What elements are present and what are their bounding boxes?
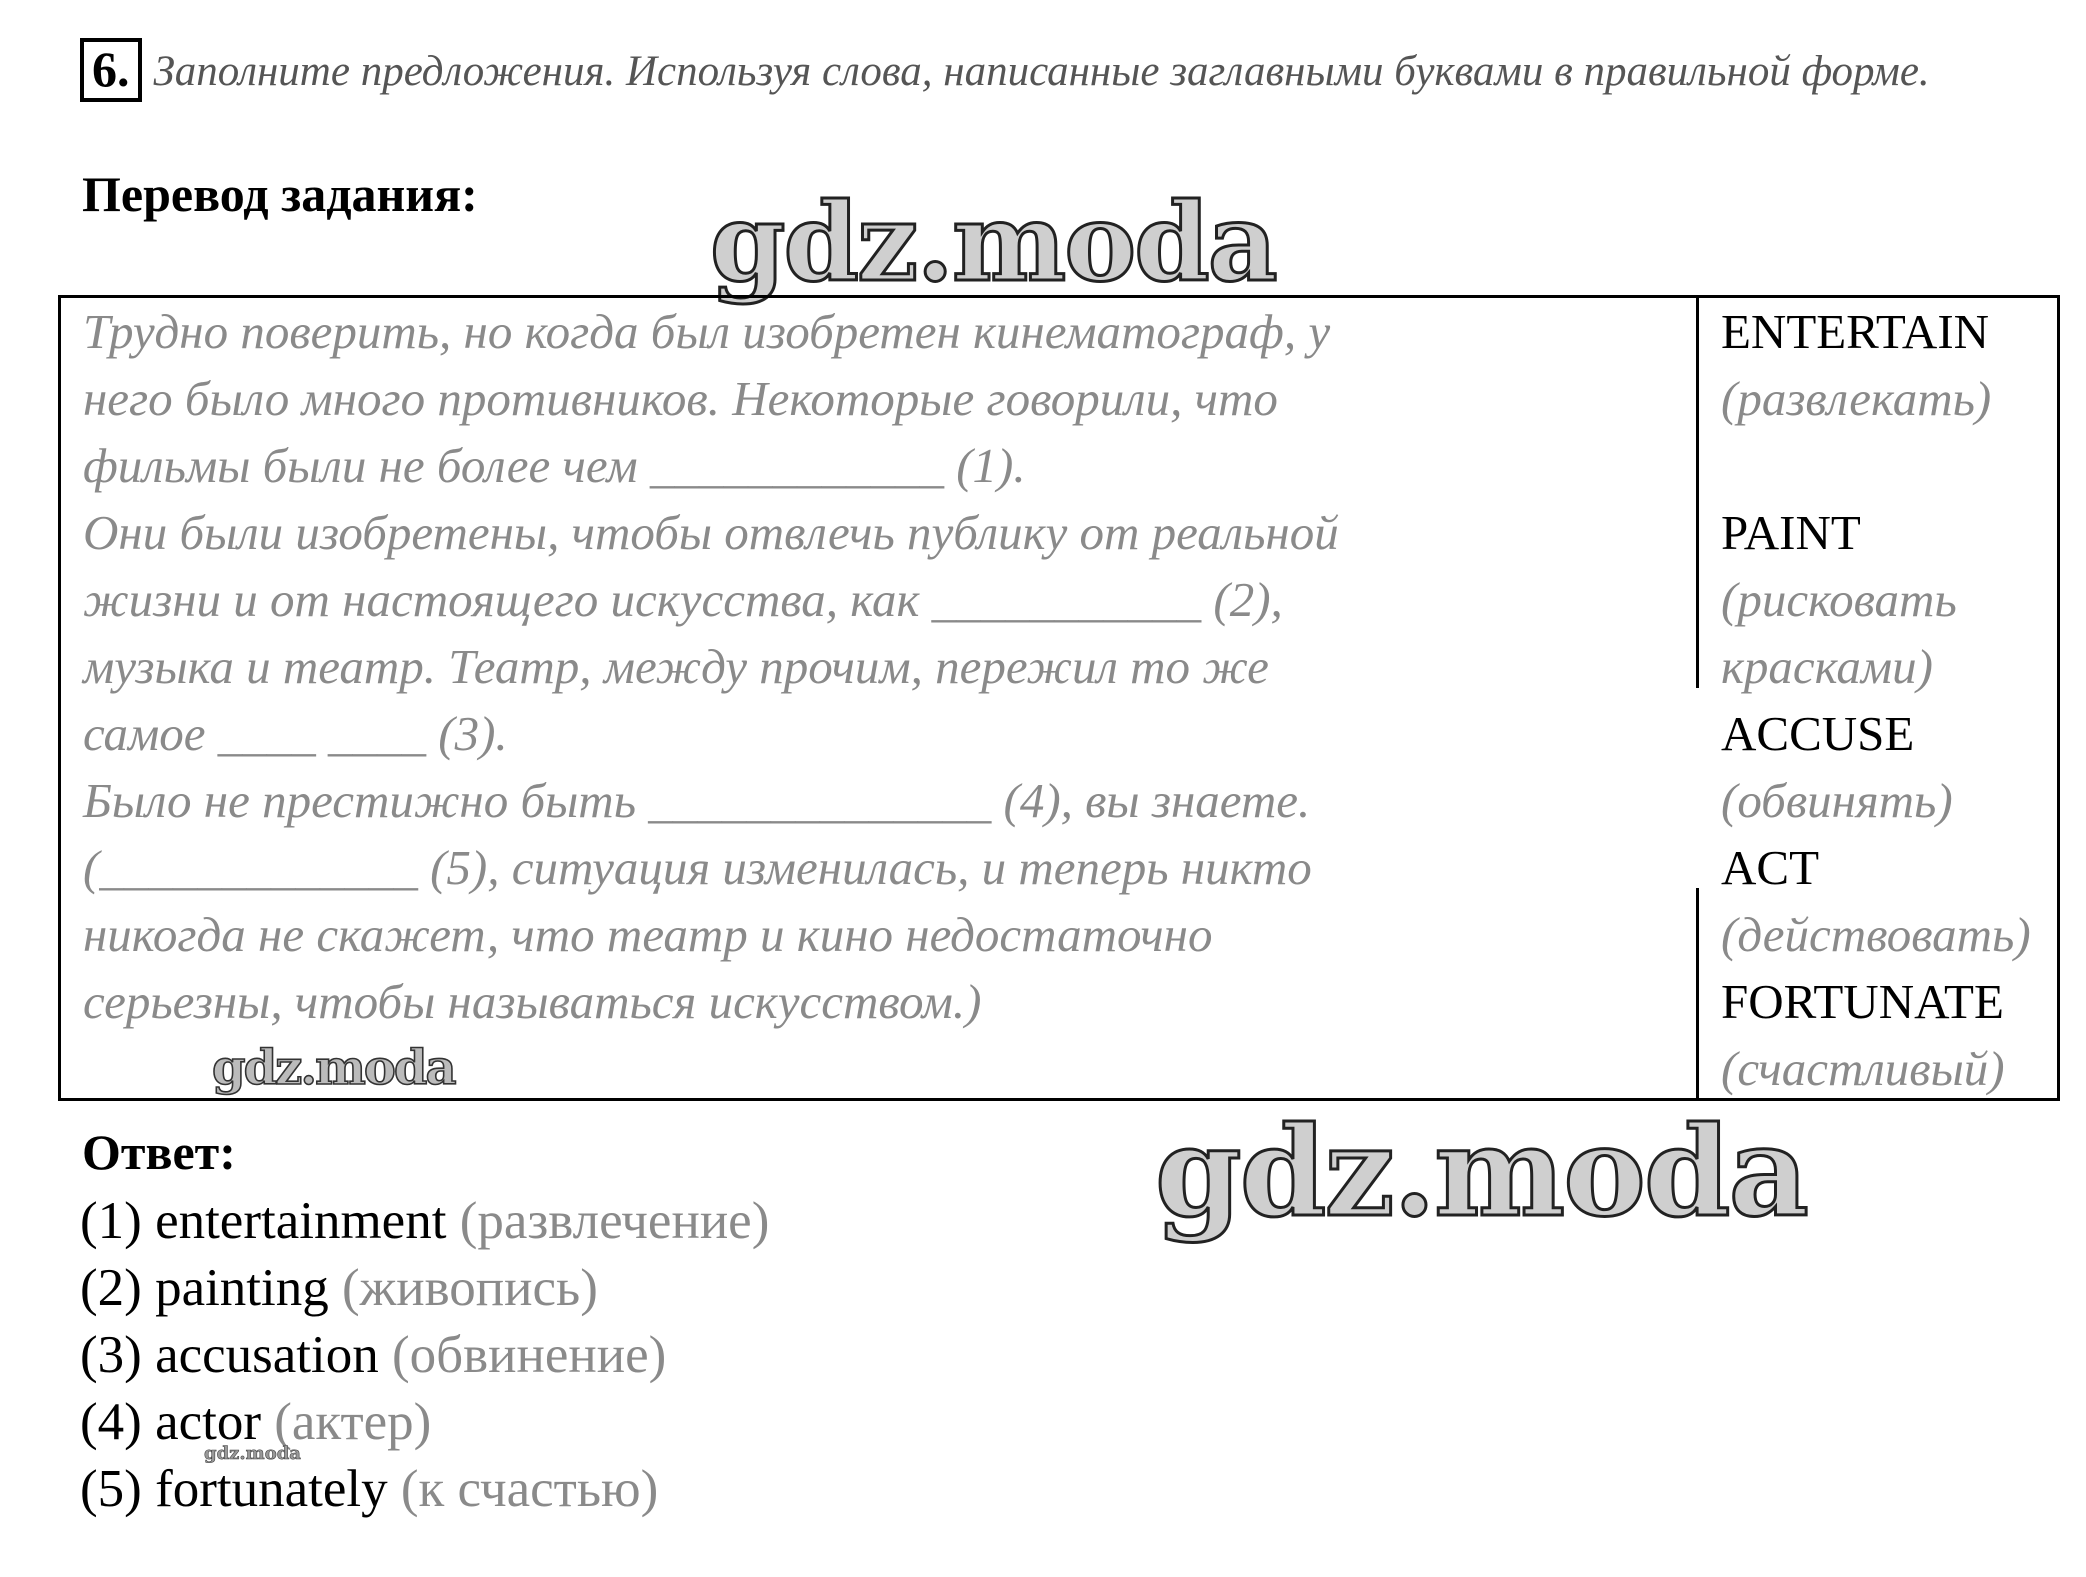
word-spacer: [1721, 432, 2051, 499]
answer-item: [80, 1456, 769, 1523]
word-caps: ACT: [1721, 840, 1819, 895]
word-translation: (рисковать: [1721, 572, 1957, 627]
word-translation: (обвинять): [1721, 773, 1953, 828]
answer-word: fortunately: [155, 1460, 388, 1518]
answer-title: Ответ:: [82, 1124, 236, 1180]
answer-translation: (актер): [274, 1393, 432, 1451]
answer-translation: (развлечение): [459, 1192, 770, 1250]
answer-item: [80, 1389, 769, 1456]
task-box: [58, 295, 2060, 1101]
answer-translation: (живопись): [342, 1259, 598, 1317]
word-column: [1721, 298, 2051, 1102]
word-translation: красками): [1721, 639, 1933, 694]
answer-word: accusation: [155, 1326, 379, 1384]
task-text: [83, 298, 1673, 1035]
box-divider-bottom: [1696, 888, 1699, 1101]
word-caps: FORTUNATE: [1721, 974, 2004, 1029]
text-line: Они были изобретены, чтобы отвлечь публику от реальной: [83, 505, 1339, 560]
answer-number: (1): [80, 1192, 142, 1250]
answer-item: [80, 1255, 769, 1322]
answer-number: (3): [80, 1326, 142, 1384]
text-line: фильмы были не более чем ____________ (1).: [83, 438, 1026, 493]
text-line: Было не престижно быть ______________ (4), вы знаете.: [83, 773, 1311, 828]
task-number: 6.: [80, 38, 142, 102]
word-translation: (действовать): [1721, 907, 2031, 962]
answer-number: (5): [80, 1460, 142, 1518]
text-line: никогда не скажет, что театр и кино недостаточно: [83, 907, 1213, 962]
text-line: серьезны, чтобы называться искусством.): [83, 974, 982, 1029]
answer-item: [80, 1322, 769, 1389]
box-divider-top: [1696, 298, 1699, 688]
translation-title: Перевод задания:: [82, 166, 478, 222]
task-instruction: Заполните предложения. Используя слова, написанные заглавными буквами в правильной форме.: [153, 48, 1930, 95]
answer-word: painting: [155, 1259, 329, 1317]
answer-list: [80, 1188, 769, 1523]
answer-item: [80, 1188, 769, 1255]
text-line: (_____________ (5), ситуация изменилась, и теперь никто: [83, 840, 1312, 895]
word-translation: (счастливый): [1721, 1041, 2005, 1096]
word-translation: (развлекать): [1721, 371, 1992, 426]
word-caps: ENTERTAIN: [1721, 304, 1990, 359]
text-line: него было много противников. Некоторые говорили, что: [83, 371, 1278, 426]
word-caps: PAINT: [1721, 505, 1861, 560]
watermark-top: gdz.moda: [710, 180, 1276, 306]
answer-translation: (к счастью): [400, 1460, 659, 1518]
word-caps: ACCUSE: [1721, 706, 1915, 761]
task-header: [80, 38, 2040, 106]
text-line: Трудно поверить, но когда был изобретен кинематограф, у: [83, 304, 1331, 359]
text-line: жизни и от настоящего искусства, как ___________ (2),: [83, 572, 1283, 627]
text-line: музыка и театр. Театр, между прочим, пережил то же: [83, 639, 1269, 694]
answer-translation: (обвинение): [391, 1326, 667, 1384]
answer-number: (2): [80, 1259, 142, 1317]
watermark-small: gdz.moda: [204, 1443, 301, 1464]
answer-word: actor: [155, 1393, 261, 1451]
answer-word: entertainment: [155, 1192, 447, 1250]
answer-number: (4): [80, 1393, 142, 1451]
watermark-right: gdz.moda: [1155, 1100, 1807, 1245]
watermark-mid: gdz.moda: [212, 1040, 455, 1096]
text-line: самое ____ ____ (3).: [83, 706, 508, 761]
